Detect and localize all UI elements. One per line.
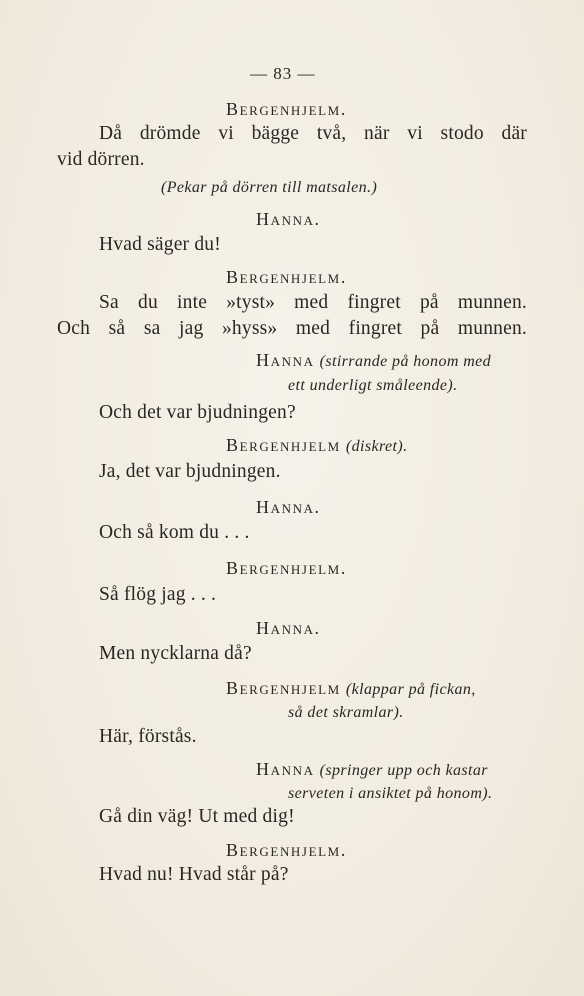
dialogue-line: Hvad nu! Hvad står på? [99,864,289,885]
stage-direction: (diskret). [345,438,408,455]
speaker-hanna: Hanna [256,759,315,779]
dialogue-line: vid dörren. [57,149,145,170]
speaker-with-direction [256,348,491,374]
dialogue-line: Då drömde vi bägge två, när vi stodo där [99,123,527,144]
dialogue-line: Hvad säger du! [99,234,221,255]
speaker-bergenhjelm: Bergenhjelm [226,435,341,455]
dialogue-line: Så flög jag . . . [99,584,217,605]
page-number: — 83 — [250,64,316,83]
dialogue-line: Sa du inte »tyst» med fingret på munnen. [99,292,527,313]
dialogue-line: Och det var bjudningen? [99,402,296,423]
speaker-bergenhjelm: Bergenhjelm [226,678,341,698]
speaker-with-direction [226,433,408,459]
stage-direction: serveten i ansiktet på honom). [288,785,493,802]
dialogue-line: Men nycklarna då? [99,643,252,664]
speaker-hanna: Hanna. [256,209,321,229]
stage-direction: (Pekar på dörren till matsalen.) [161,179,378,196]
dialogue-line: Och så kom du . . . [99,522,250,543]
speaker-hanna: Hanna. [256,618,321,638]
speaker-bergenhjelm: Bergenhjelm. [226,267,347,287]
speaker-bergenhjelm: Bergenhjelm. [226,99,347,119]
speaker-with-direction [256,757,488,783]
stage-direction: (klappar på fickan, [345,681,476,698]
stage-direction: så det skramlar). [288,704,404,721]
speaker-bergenhjelm: Bergenhjelm. [226,840,347,860]
dialogue-line: Ja, det var bjudningen. [99,461,281,482]
speaker-hanna: Hanna. [256,497,321,517]
dialogue-line: Och så sa jag »hyss» med fingret på munnen. [57,318,527,339]
stage-direction: (stirrande på honom med [319,353,492,370]
stage-direction: ett underligt småleende). [288,377,458,394]
speaker-with-direction [226,676,476,702]
speaker-bergenhjelm: Bergenhjelm. [226,558,347,578]
speaker-hanna: Hanna [256,350,315,370]
stage-direction: (springer upp och kastar [319,762,488,779]
dialogue-line: Här, förstås. [99,726,197,747]
dialogue-line: Gå din väg! Ut med dig! [99,806,295,827]
